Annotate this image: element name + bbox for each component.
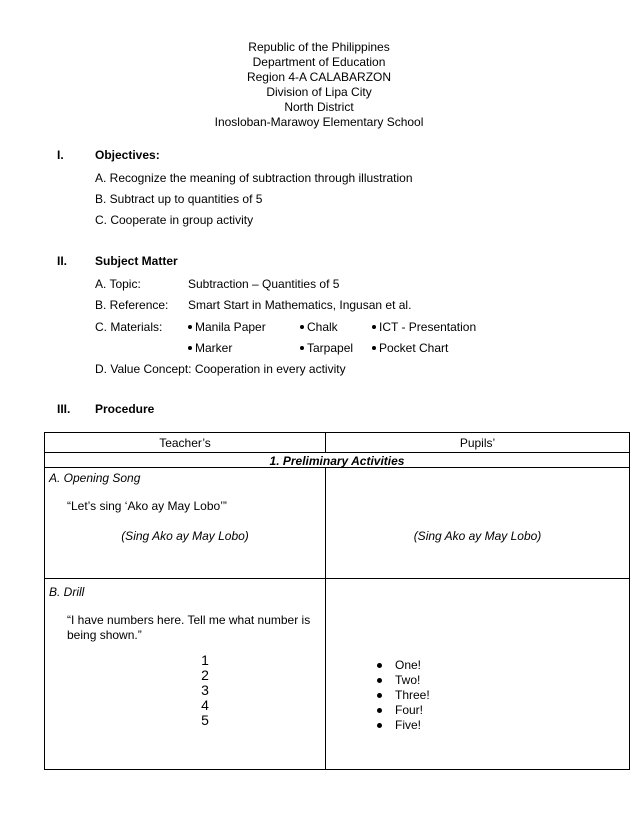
drill-answer: One! bbox=[395, 658, 430, 673]
table-divider bbox=[45, 452, 629, 453]
topic-value: Subtraction – Quantities of 5 bbox=[188, 277, 340, 291]
opening-song-pupil-action: (Sing Ako ay May Lobo) bbox=[413, 529, 542, 543]
table-divider bbox=[45, 578, 629, 579]
bullet-icon bbox=[372, 325, 376, 329]
material-item: Pocket Chart bbox=[372, 341, 448, 355]
bullet-icon bbox=[377, 663, 382, 668]
objective-item-b: B. Subtract up to quantities of 5 bbox=[95, 192, 263, 206]
materials-label: C. Materials: bbox=[95, 320, 163, 334]
topic-label: A. Topic: bbox=[95, 277, 141, 291]
bullet-icon bbox=[300, 325, 304, 329]
material-item: Manila Paper bbox=[188, 320, 266, 334]
drill-answer-list bbox=[395, 658, 430, 733]
subject-matter-title: Subject Matter bbox=[95, 254, 178, 268]
drill-number: 4 bbox=[201, 697, 209, 713]
header-division: Division of Lipa City bbox=[266, 85, 372, 99]
bullet-icon bbox=[372, 346, 376, 350]
procedure-title: Procedure bbox=[95, 402, 155, 416]
drill-number-list bbox=[195, 653, 215, 728]
section-title: 1. Preliminary Activities bbox=[269, 454, 405, 468]
drill-answer: Two! bbox=[395, 673, 430, 688]
bullet-icon bbox=[188, 325, 192, 329]
header-department: Department of Education bbox=[252, 55, 386, 69]
drill-label: B. Drill bbox=[49, 585, 85, 599]
material-item: Tarpapel bbox=[300, 341, 353, 355]
drill-teacher-say: “I have numbers here. Tell me what number is being shown.” bbox=[67, 613, 311, 642]
bullet-icon bbox=[377, 678, 382, 683]
reference-value: Smart Start in Mathematics, Ingusan et al. bbox=[188, 298, 412, 312]
header-school: Inosloban-Marawoy Elementary School bbox=[214, 115, 424, 129]
objective-item-a: A. Recognize the meaning of subtraction through illustration bbox=[95, 171, 413, 185]
drill-number: 1 bbox=[201, 652, 209, 668]
header-region: Region 4-A CALABARZON bbox=[246, 70, 392, 84]
table-column-divider bbox=[325, 467, 326, 769]
material-item: Marker bbox=[188, 341, 232, 355]
drill-number: 3 bbox=[201, 682, 209, 698]
drill-number: 2 bbox=[201, 667, 209, 683]
objectives-title: Objectives: bbox=[95, 148, 160, 162]
drill-answer: Four! bbox=[395, 703, 430, 718]
drill-answer: Three! bbox=[395, 688, 430, 703]
subject-matter-numeral: II. bbox=[57, 254, 68, 268]
header-district: North District bbox=[284, 100, 354, 114]
drill-answer: Five! bbox=[395, 718, 430, 733]
bullet-icon bbox=[377, 708, 382, 713]
procedure-table bbox=[44, 432, 630, 770]
objectives-numeral: I. bbox=[57, 148, 64, 162]
column-header-pupils: Pupils’ bbox=[459, 436, 496, 450]
header-republic: Republic of the Philippines bbox=[248, 40, 390, 54]
opening-song-teacher-action: (Sing Ako ay May Lobo) bbox=[121, 529, 249, 543]
reference-label: B. Reference: bbox=[95, 298, 169, 312]
drill-number: 5 bbox=[201, 712, 209, 728]
column-header-teacher: Teacher’s bbox=[159, 436, 211, 450]
bullet-icon bbox=[188, 346, 192, 350]
material-item: ICT - Presentation bbox=[372, 320, 476, 334]
bullet-icon bbox=[300, 346, 304, 350]
procedure-numeral: III. bbox=[57, 402, 71, 416]
material-item: Chalk bbox=[300, 320, 338, 334]
value-concept: D. Value Concept: Cooperation in every activity bbox=[95, 362, 346, 376]
opening-song-label: A. Opening Song bbox=[49, 471, 141, 485]
opening-song-teacher-say: “Let’s sing ‘Ako ay May Lobo’” bbox=[67, 499, 227, 513]
objective-item-c: C. Cooperate in group activity bbox=[95, 213, 254, 227]
bullet-icon bbox=[377, 693, 382, 698]
bullet-icon bbox=[377, 723, 382, 728]
